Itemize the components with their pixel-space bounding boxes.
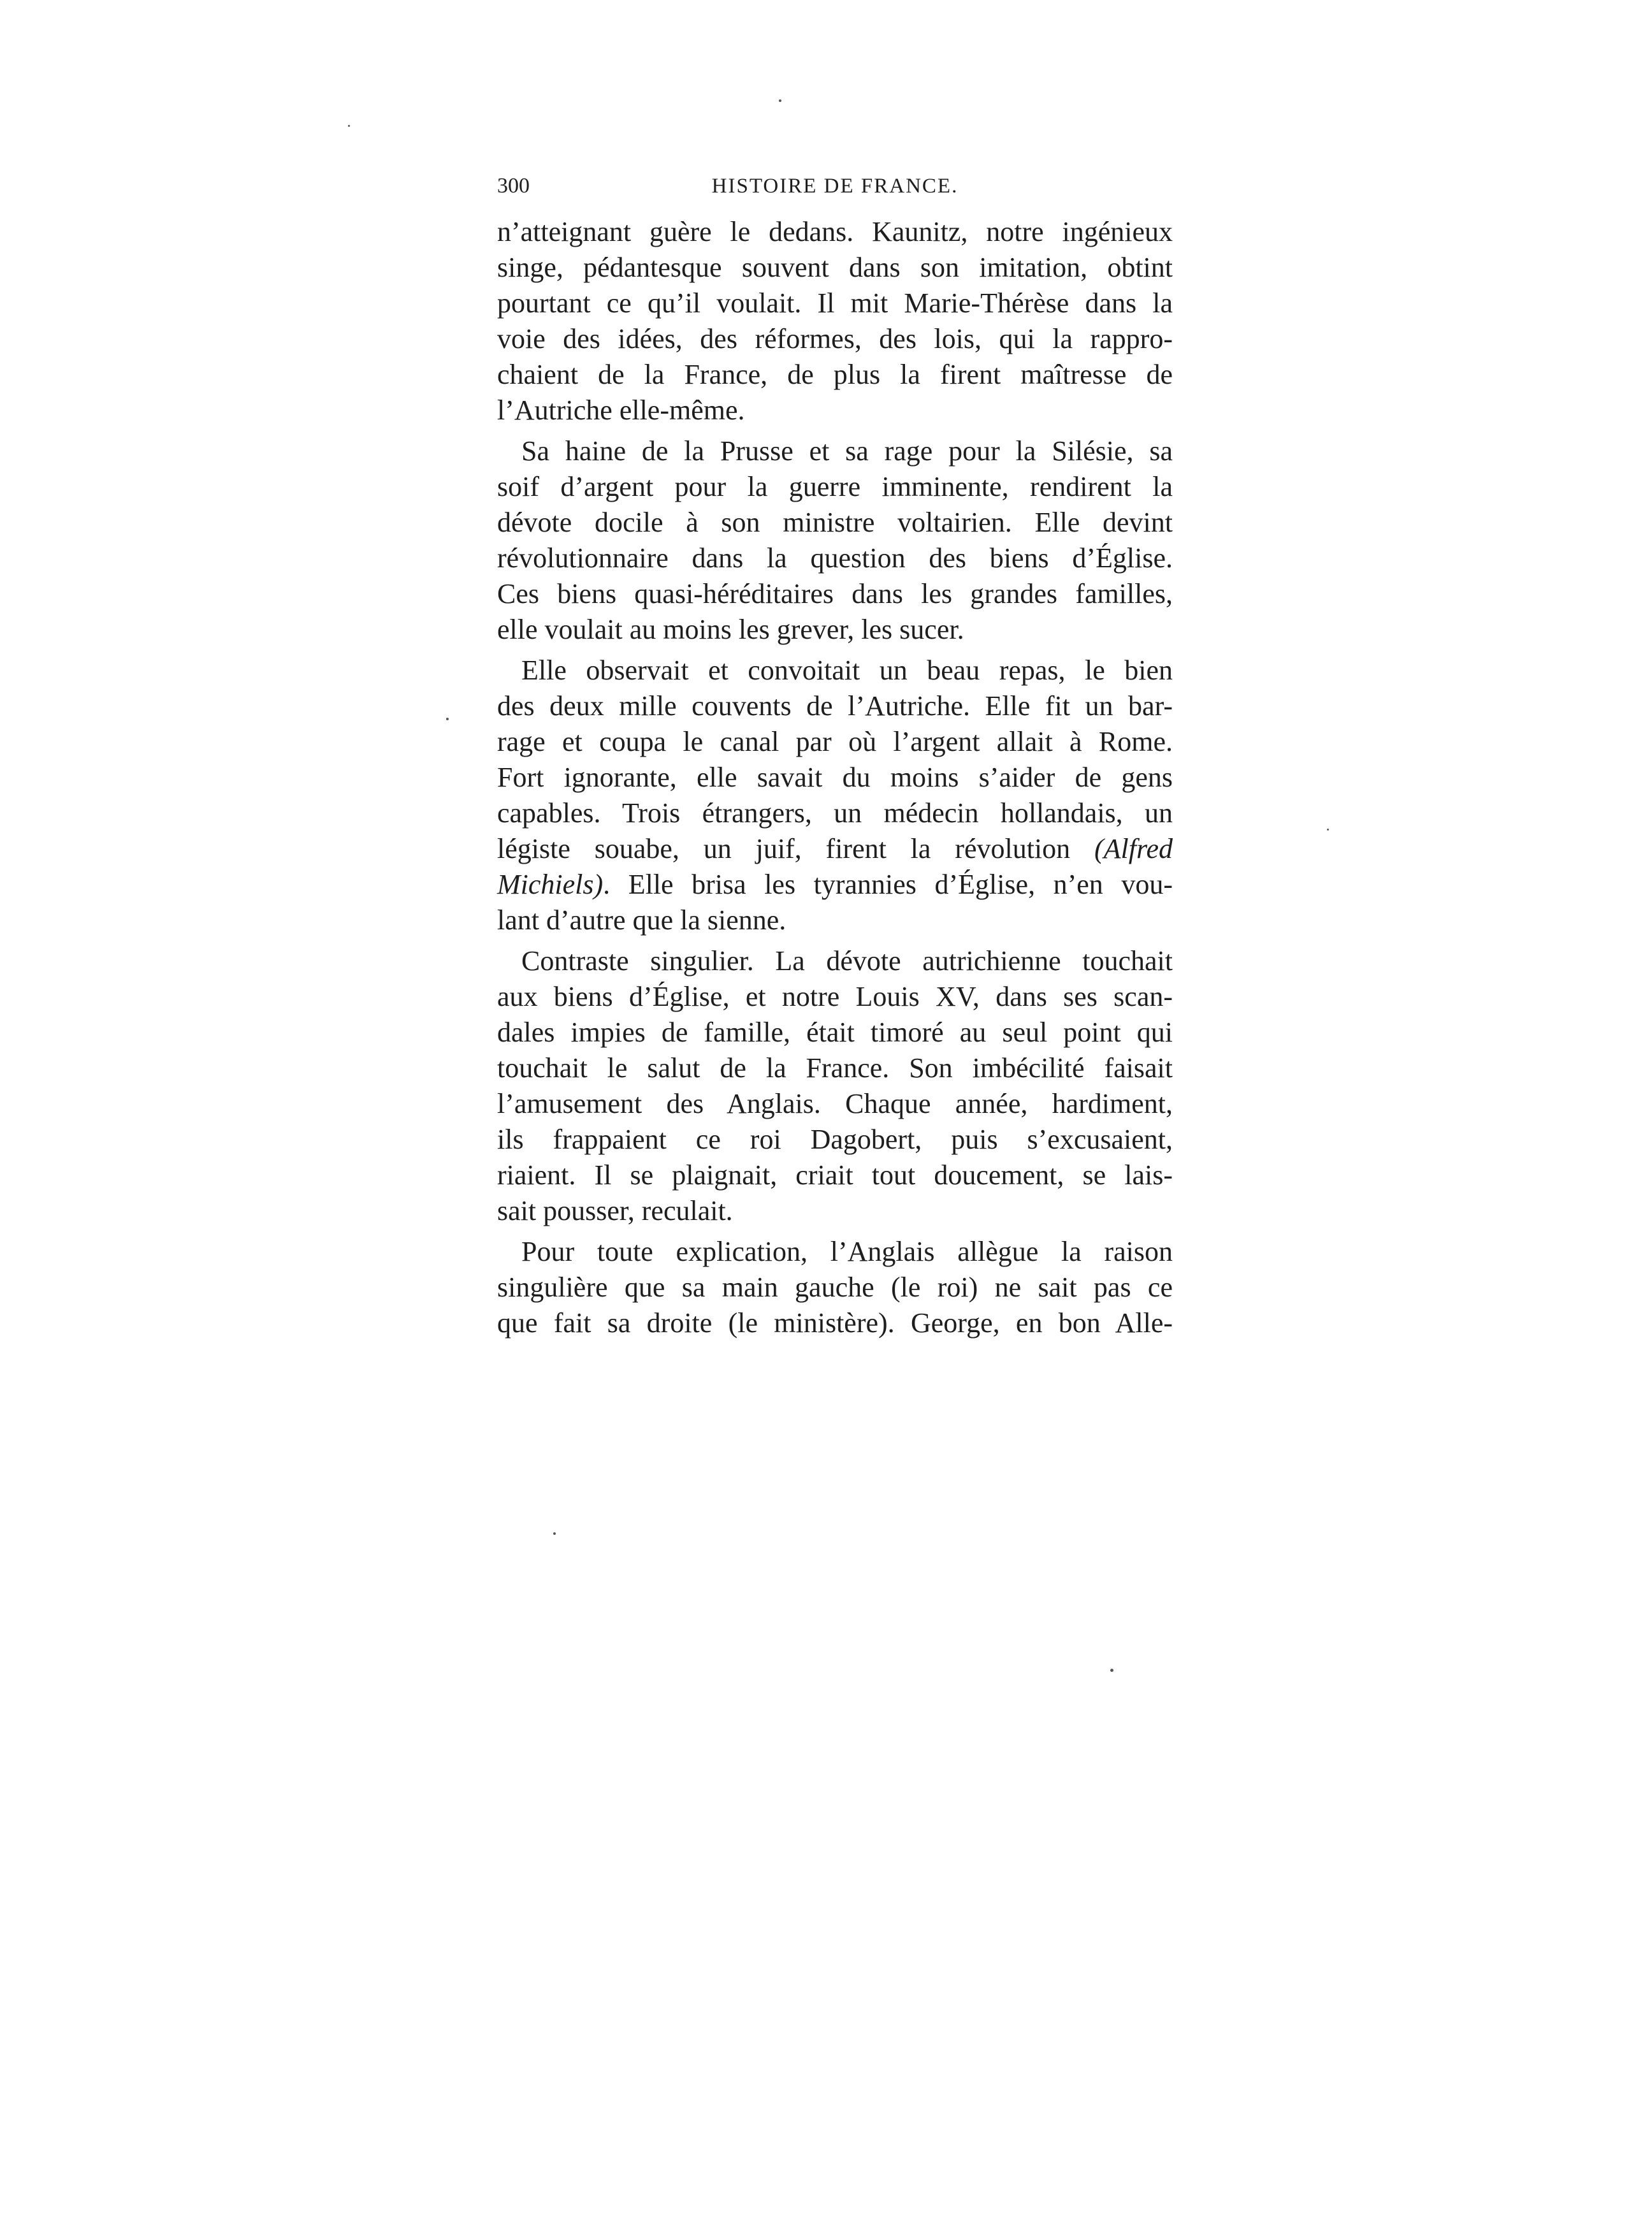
text-line: pourtant ce qu’il voulait. Il mit Marie-Thérèse dans la <box>497 287 1173 319</box>
text-line: Fort ignorante, elle savait du moins s’aider de gens <box>497 762 1173 793</box>
text-line: voie des idées, des réformes, des lois, qui la rappro- <box>497 323 1173 354</box>
text-line: Contraste singulier. La dévote autrichienne touchait <box>521 945 1173 976</box>
running-title: HISTOIRE DE FRANCE. <box>711 175 959 198</box>
paragraph-gap <box>497 428 1173 433</box>
paragraph <box>497 214 1173 428</box>
citation-italic: Michiels) <box>497 869 604 900</box>
text-line: riaient. Il se plaignait, criait tout doucement, se lais- <box>497 1159 1173 1191</box>
scan-speck <box>553 1532 556 1535</box>
page-number: 300 <box>497 174 530 198</box>
text-line: dales impies de famille, était timoré au seul point qui <box>497 1017 1173 1048</box>
citation-italic: (Alfred <box>1094 833 1173 864</box>
text-line: sait pousser, reculait. <box>497 1195 733 1226</box>
text-line: n’atteignant guère le dedans. Kaunitz, notre ingénieux <box>497 216 1173 247</box>
scan-speck <box>1110 1669 1113 1672</box>
text-line: touchait le salut de la France. Son imbécilité faisait <box>497 1052 1173 1084</box>
paragraph <box>497 653 1173 938</box>
paragraph-gap <box>497 938 1173 943</box>
text-line: elle voulait au moins les grever, les sucer. <box>497 614 964 645</box>
text-line: Pour toute explication, l’Anglais allègue la raison <box>521 1236 1173 1267</box>
text-line: Sa haine de la Prusse et sa rage pour la Silésie, sa <box>521 435 1173 467</box>
text-line: révolutionnaire dans la question des biens d’Église. <box>497 542 1173 574</box>
text-line: lant d’autre que la sienne. <box>497 904 786 936</box>
text-line: capables. Trois étrangers, un médecin hollandais, un <box>497 797 1173 829</box>
text-line: que fait sa droite (le ministère). George, en bon Alle- <box>497 1307 1173 1339</box>
scan-speck <box>779 99 781 102</box>
text-line: Michiels). Elle brisa les tyrannies d’Église, n’en vou- <box>497 869 1173 900</box>
text-line: l’Autriche elle-même. <box>497 395 745 426</box>
text-line: dévote docile à son ministre voltairien. Elle devint <box>497 507 1173 538</box>
page-header <box>497 167 1173 205</box>
text-line: Elle observait et convoitait un beau repas, le bien <box>521 655 1173 686</box>
text-line: légiste souabe, un juif, firent la révolution (Alfred <box>497 833 1173 864</box>
text-line: l’amusement des Anglais. Chaque année, hardiment, <box>497 1088 1173 1119</box>
scan-speck <box>348 125 350 127</box>
text-line: soif d’argent pour la guerre imminente, rendirent la <box>497 471 1173 502</box>
paragraph-gap <box>497 648 1173 653</box>
text-line: aux biens d’Église, et notre Louis XV, dans ses scan- <box>497 981 1173 1012</box>
text-line: chaient de la France, de plus la firent maîtresse de <box>497 359 1173 390</box>
scan-speck <box>1327 829 1329 831</box>
scan-speck <box>446 718 449 720</box>
text-line: ils frappaient ce roi Dagobert, puis s’excusaient, <box>497 1124 1173 1155</box>
paragraph-gap <box>497 1229 1173 1234</box>
text-line: Ces biens quasi-héréditaires dans les grandes familles, <box>497 578 1173 609</box>
text-line: des deux mille couvents de l’Autriche. Elle fit un bar- <box>497 690 1173 722</box>
paragraph <box>497 1234 1173 1341</box>
body-text <box>497 214 1173 1341</box>
text-line: rage et coupa le canal par où l’argent allait à Rome. <box>497 726 1173 757</box>
paragraph <box>497 433 1173 648</box>
paragraph <box>497 943 1173 1229</box>
text-line: singe, pédantesque souvent dans son imitation, obtint <box>497 252 1173 283</box>
text-line: singulière que sa main gauche (le roi) ne sait pas ce <box>497 1272 1173 1303</box>
